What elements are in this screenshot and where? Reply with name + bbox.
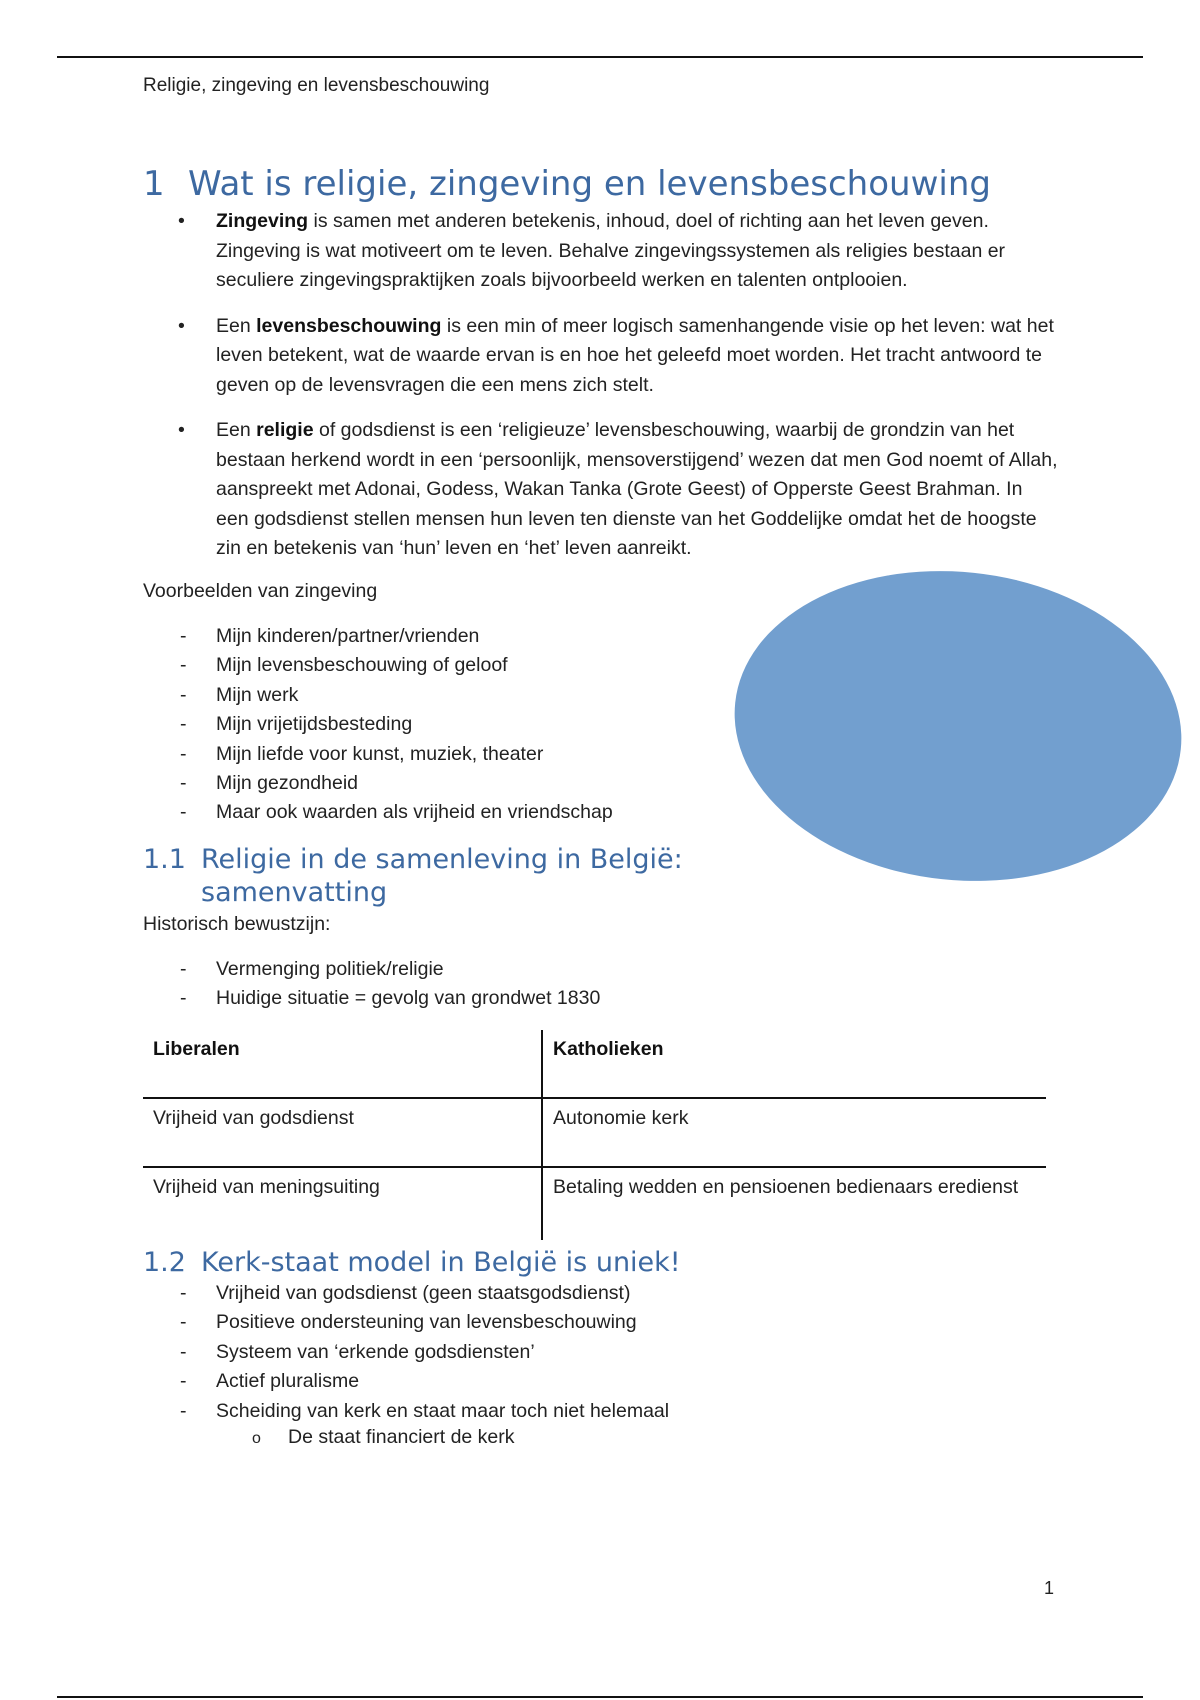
list-item: - Vermenging politiek/religie	[180, 958, 444, 980]
definition-levensbeschouwing: • Een levensbeschouwing is een min of meer logisch samenhangende visie op het leven: wat het leven betekent, wat de waarde ervan is en hoe het geleefd moet worden. Het tracht antwoord te geven op de levensvragen die een mens zich stelt.	[178, 312, 1058, 401]
table-cell: Vrijheid van godsdienst	[143, 1098, 542, 1167]
bullet-icon: •	[178, 314, 185, 337]
header-rule	[57, 56, 1143, 58]
table-row	[143, 1167, 1046, 1240]
running-header: Religie, zingeving en levensbeschouwing	[143, 75, 490, 96]
table-header-cell: Liberalen	[143, 1030, 542, 1098]
decorative-ellipse	[732, 570, 1188, 885]
section-number: 1	[143, 164, 165, 204]
section-1-1-heading: 1.1 Religie in de samenleving in België: samenvatting	[143, 844, 683, 908]
list-item: - Positieve ondersteuning van levensbeschouwing	[180, 1311, 637, 1334]
list-item: - Mijn werk	[180, 683, 299, 706]
term: levensbeschouwing	[256, 314, 442, 337]
list-item: - Actief pluralisme	[180, 1370, 360, 1393]
examples-label: Voorbeelden van zingeving	[143, 580, 378, 602]
sub-list-item: o De staat financiert de kerk	[252, 1426, 515, 1448]
list-item: - Maar ook waarden als vrijheid en vriendschap	[180, 801, 613, 824]
ellipse-shape	[732, 570, 1188, 885]
kerk-staat-list	[178, 1279, 669, 1426]
term: Zingeving	[216, 210, 309, 232]
section-title: Wat is religie, zingeving en levensbeschouwing	[188, 164, 991, 204]
definition-religie: • Een religie of godsdienst is een ‘religieuze’ levensbeschouwing, waarbij de grondzin van het bestaan herkend wordt in een ‘persoonlijk, mensoverstijgend’ wezen dat men God noemt of Allah, aanspreekt met Adonai, Godess, Wakan Tanka (Grote Geest) of Opperste Geest Brahman. In een godsdienst stellen mensen hun leven ten dienste van het Goddelijke omdat het de hoogste zin en betekenis van ‘hun’ leven en ‘het’ leven aanreikt.	[178, 416, 1058, 564]
list-item: - Mijn levensbeschouwing of geloof	[180, 654, 508, 677]
page-number: 1	[1044, 1578, 1055, 1598]
comparison-table	[143, 1030, 1046, 1240]
section-1-heading	[143, 164, 991, 204]
list-item: - Mijn kinderen/partner/vrienden	[180, 625, 480, 647]
table-cell: Vrijheid van meningsuiting	[143, 1167, 542, 1240]
list-item: - Scheiding van kerk en staat maar toch niet helemaal	[180, 1399, 670, 1422]
table-cell: Autonomie kerk	[542, 1098, 1046, 1167]
table-header-row	[143, 1030, 1046, 1098]
list-item: - Mijn liefde voor kunst, muziek, theater	[180, 742, 544, 765]
term: religie	[256, 419, 314, 441]
definition-zingeving: • Zingeving is samen met anderen betekenis, inhoud, doel of richting aan het leven geven. Zingeving is wat motiveert om te leven. Behalve zingevingssystemen als religies bestaan er seculiere zingevingspraktijken zoals bijvoorbeeld werken en talenten ontplooien.	[178, 207, 1058, 296]
table-cell: Betaling wedden en pensioenen bedienaars eredienst	[553, 1176, 1019, 1198]
list-item: - Mijn gezondheid	[180, 772, 359, 795]
bullet-icon: •	[178, 419, 185, 441]
table-row	[143, 1098, 1046, 1167]
list-item: - Huidige situatie = gevolg van grondwet 1830	[180, 987, 601, 1010]
list-item: - Mijn vrijetijdsbesteding	[180, 713, 413, 736]
table-header-cell: Katholieken	[542, 1030, 1046, 1098]
list-item: - Vrijheid van godsdienst (geen staatsgodsdienst)	[180, 1282, 631, 1304]
examples-list	[178, 622, 613, 828]
section-1-2-heading: 1.2 Kerk-staat model in België is uniek!	[143, 1247, 681, 1278]
footer-rule	[57, 1696, 1143, 1698]
circle-bullet-icon: o	[252, 1430, 261, 1447]
historisch-label: Historisch bewustzijn:	[143, 913, 331, 935]
bullet-icon: •	[178, 210, 185, 232]
definitions-list	[178, 207, 1058, 564]
historisch-list	[178, 955, 600, 1014]
list-item: - Systeem van ‘erkende godsdiensten’	[180, 1340, 535, 1363]
